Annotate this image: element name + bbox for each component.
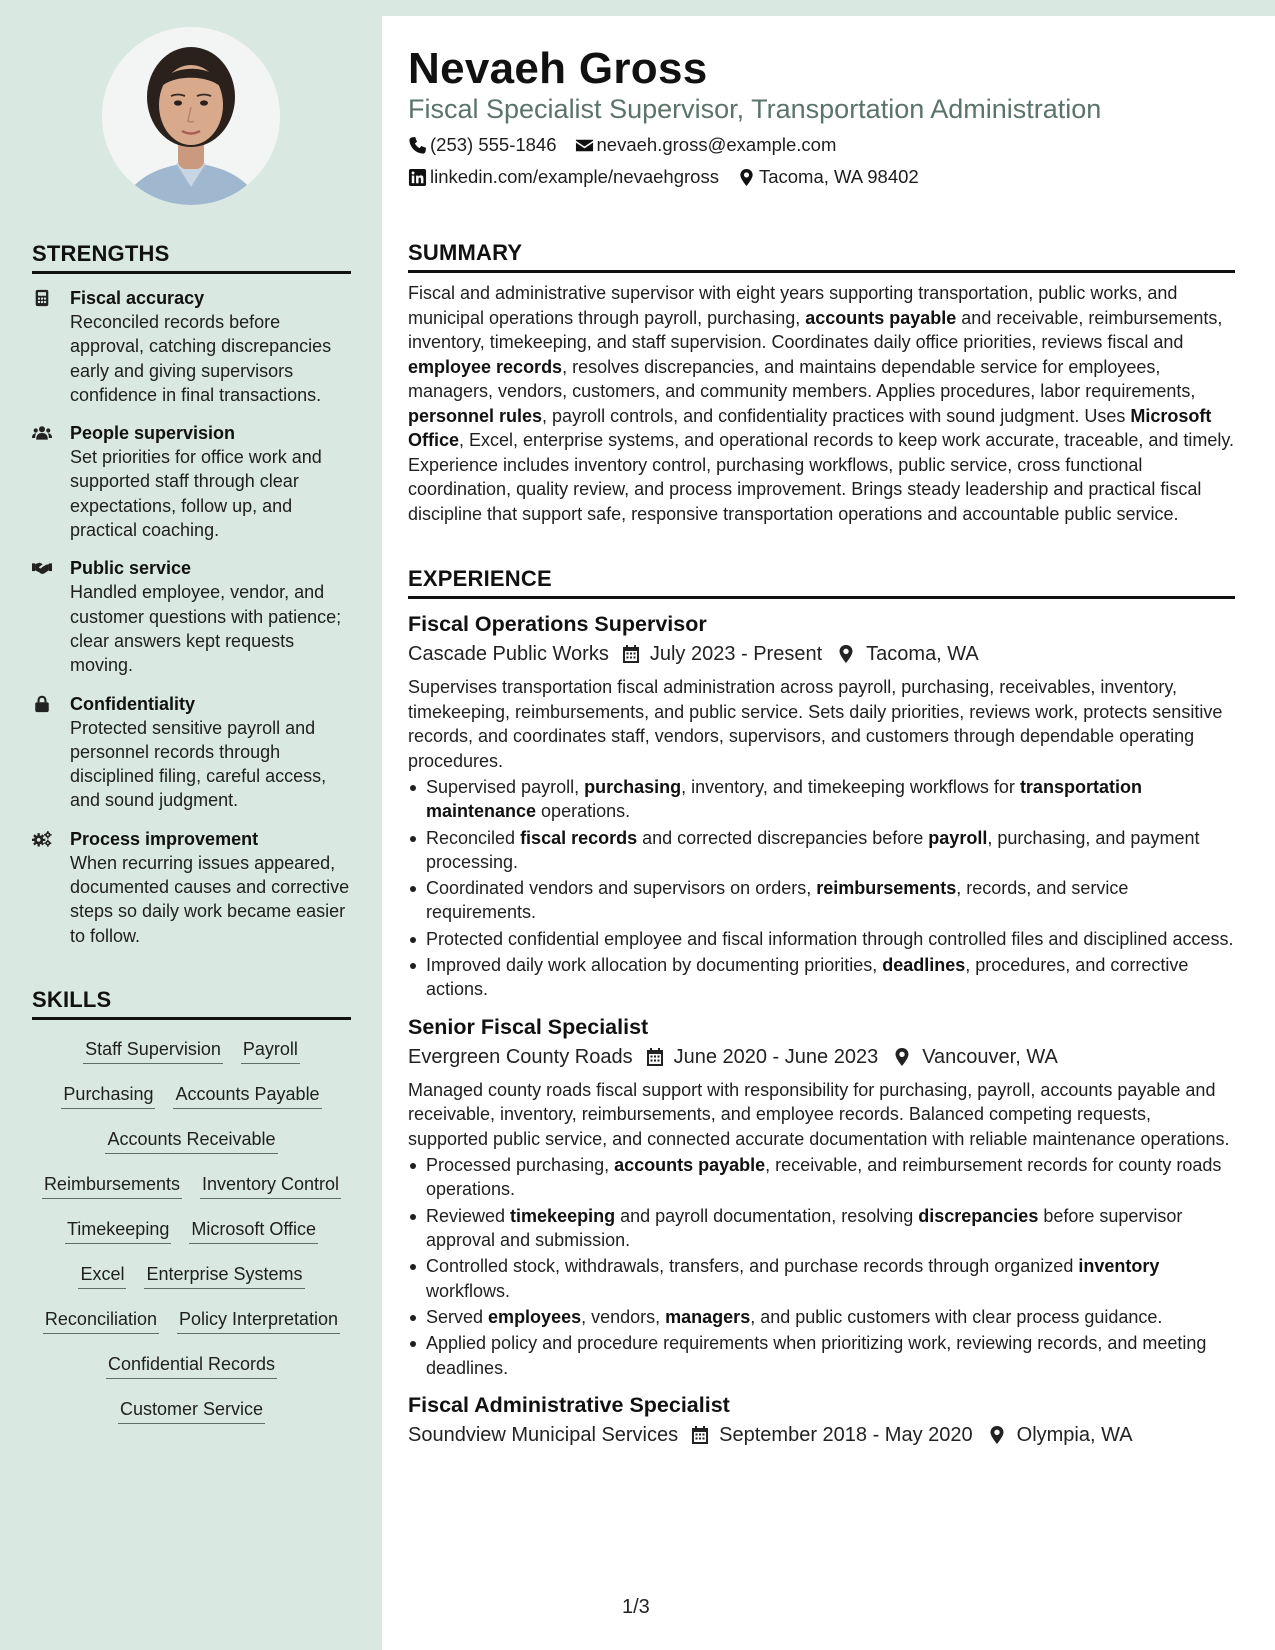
job-description: Managed county roads fiscal support with responsibility for purchasing, payroll, accounts payable and receivable, inventory, reimbursements, and employee records. Balanced competing requests, supported public service, and connected accurate documentation with reliable maintenance operations.	[408, 1079, 1230, 1149]
skill-row	[32, 1173, 351, 1218]
map-pin-icon	[987, 1425, 1007, 1445]
company-name: Soundview Municipal Services	[408, 1423, 679, 1446]
bold-keyword: managers	[665, 1306, 751, 1327]
strength-title: People supervision	[70, 423, 236, 444]
skill-tag: Reimbursements	[42, 1173, 182, 1199]
envelope-icon	[575, 136, 594, 155]
strength-title: Fiscal accuracy	[70, 288, 205, 308]
job-title: Senior Fiscal Specialist	[408, 1014, 649, 1039]
handshake-icon	[32, 556, 70, 677]
lock-icon	[32, 692, 70, 813]
skill-row	[32, 1308, 351, 1353]
job-meta	[408, 1420, 1235, 1450]
bold-keyword: Microsoft Office	[408, 405, 1212, 450]
strength-item	[32, 421, 351, 542]
calendar-icon	[645, 1047, 665, 1067]
job-bullet: Reconciled fiscal records and corrected discrepancies before payroll, purchasing, and payment processing.	[408, 826, 1235, 875]
job-bullet: Improved daily work allocation by documenting priorities, deadlines, procedures, and corrective actions.	[408, 953, 1235, 1002]
job-entry	[408, 1012, 1235, 1380]
summary-paragraph: Fiscal and administrative supervisor with eight years supporting transportation, public works, and municipal operations through payroll, purchasing, accounts payable and receivable, reimbursements, inventory, timekeeping, and staff supervision. Coordinates daily office priorities, reviews fiscal and employee records, resolves discrepancies, and maintains dependable service for employees, managers, vendors, customers, and community members. Applies procedures, labor requirements, personnel rules, payroll controls, and confidentiality practices with sound judgment. Uses Microsoft Office, Excel, enterprise systems, and operational records to keep work accurate, traceable, and timely. Experience includes inventory control, purchasing workflows, public service, cross functional coordination, quality review, and process improvement. Brings steady leadership and practical fiscal discipline that support safe, responsive transportation operations and accountable public service.	[408, 283, 1235, 524]
bold-keyword: discrepancies	[918, 1205, 1039, 1226]
location-text: Tacoma, WA 98402	[758, 166, 919, 187]
job-location: Olympia, WA	[1016, 1423, 1133, 1446]
skill-tag: Accounts Receivable	[105, 1128, 277, 1154]
calendar-icon	[621, 644, 641, 664]
strength-description: Protected sensitive payroll and personnel records through disciplined filing, careful access, and sound judgment.	[70, 717, 327, 811]
skills-list	[32, 1038, 351, 1443]
bold-keyword: transportation maintenance	[426, 777, 1142, 822]
strengths-heading: STRENGTHS	[32, 241, 351, 274]
job-bullet: Served employees, vendors, managers, and public customers with clear process guidance.	[408, 1305, 1235, 1329]
skills-section	[32, 987, 351, 1443]
strength-description: Set priorities for office work and supported staff through clear expectations, follow up, and practical coaching.	[70, 447, 322, 541]
page-number: 1/3	[622, 1596, 650, 1618]
bold-keyword: purchasing	[584, 777, 682, 797]
skill-tag: Staff Supervision	[83, 1038, 223, 1064]
summary-heading: SUMMARY	[408, 240, 1235, 273]
bold-keyword: fiscal records	[520, 827, 638, 848]
bold-keyword: personnel rules	[408, 405, 543, 426]
company-name: Evergreen County Roads	[408, 1045, 633, 1068]
skill-tag: Payroll	[241, 1038, 300, 1064]
map-pin-icon	[737, 168, 756, 187]
email-text: nevaeh.gross@example.com	[596, 134, 837, 155]
skill-row	[32, 1398, 351, 1443]
candidate-name: Nevaeh Gross	[408, 44, 708, 93]
skill-row	[32, 1038, 351, 1083]
job-bullet: Supervised payroll, purchasing, inventory, and timekeeping workflows for transportation maintenance operations.	[408, 775, 1235, 824]
candidate-headline: Fiscal Specialist Supervisor, Transportation Administration	[408, 94, 1102, 124]
bold-keyword: employee records	[408, 356, 563, 377]
email-contact[interactable]	[575, 134, 837, 156]
strength-item	[32, 286, 351, 407]
skill-tag: Microsoft Office	[189, 1218, 318, 1244]
phone-text: (253) 555-1846	[430, 134, 557, 155]
profile-photo	[102, 27, 280, 205]
job-title: Fiscal Operations Supervisor	[408, 612, 707, 636]
skill-tag: Confidential Records	[106, 1353, 277, 1379]
bold-keyword: accounts payable	[614, 1155, 766, 1176]
main-content	[382, 16, 1275, 1650]
company-name: Cascade Public Works	[408, 643, 609, 665]
strength-description: Reconciled records before approval, catching discrepancies early and giving supervisors confidence in final transactions.	[70, 312, 332, 405]
job-bullets	[408, 775, 1235, 1002]
skill-tag: Excel	[78, 1263, 126, 1289]
summary-section	[408, 240, 1235, 526]
skill-tag: Purchasing	[61, 1083, 155, 1109]
bold-keyword: accounts payable	[805, 307, 957, 328]
job-entry	[408, 609, 1235, 1002]
bold-keyword: employees	[488, 1306, 582, 1327]
job-bullet: Processed purchasing, accounts payable, receivable, and reimbursement records for county roads operations.	[408, 1153, 1235, 1202]
bold-keyword: timekeeping	[510, 1205, 616, 1226]
job-bullets	[408, 1153, 1235, 1380]
job-bullet: Applied policy and procedure requirements when prioritizing work, reviewing records, and meeting deadlines.	[408, 1331, 1235, 1380]
strength-item	[32, 556, 351, 677]
skill-row	[32, 1128, 351, 1173]
users-icon	[32, 421, 70, 542]
linkedin-icon	[408, 168, 427, 187]
contact-row	[408, 134, 854, 156]
job-dates: July 2023 - Present	[649, 643, 823, 665]
skill-tag: Timekeeping	[65, 1218, 171, 1244]
strength-title: Process improvement	[70, 828, 259, 849]
strength-item	[32, 692, 351, 813]
skill-tag: Enterprise Systems	[144, 1263, 304, 1289]
skills-heading: SKILLS	[32, 987, 351, 1020]
skill-row	[32, 1353, 351, 1398]
job-bullet: Coordinated vendors and supervisors on orders, reimbursements, records, and service requirements.	[408, 876, 1235, 925]
skill-row	[32, 1218, 351, 1263]
job-description: Supervises transportation fiscal administration across payroll, purchasing, receivables, inventory, timekeeping, reimbursements, and public service. Sets daily priorities, reviews work, protects sensitive records, and coordinates staff, vendors, supervisors, and customers through dependable operating procedures.	[408, 677, 1223, 771]
linkedin-contact[interactable]	[408, 166, 719, 188]
skill-row	[32, 1263, 351, 1308]
strength-description: When recurring issues appeared, documented causes and corrective steps so daily work became easier to follow.	[70, 852, 350, 946]
strengths-section	[32, 241, 351, 948]
strength-title: Public service	[70, 558, 192, 579]
contact-row	[408, 166, 937, 188]
location-contact	[737, 166, 919, 188]
strength-title: Confidentiality	[70, 693, 195, 714]
job-entry	[408, 1390, 1235, 1450]
experience-section	[408, 566, 1235, 1450]
skill-tag: Reconciliation	[43, 1308, 159, 1334]
job-title: Fiscal Administrative Specialist	[408, 1392, 730, 1417]
bold-keyword: reimbursements	[816, 878, 957, 899]
bold-keyword: inventory	[1078, 1256, 1160, 1277]
skill-row	[32, 1083, 351, 1128]
strength-description: Handled employee, vendor, and customer questions with patience; clear answers kept requests moving.	[70, 582, 342, 676]
bold-keyword: payroll	[928, 827, 988, 848]
job-location: Vancouver, WA	[922, 1045, 1058, 1068]
map-pin-icon	[836, 644, 856, 664]
map-pin-icon	[892, 1047, 912, 1067]
linkedin-text: linkedin.com/example/nevaehgross	[430, 166, 719, 187]
job-bullet: Reviewed timekeeping and payroll documentation, resolving discrepancies before supervisor approval and submission.	[408, 1204, 1235, 1253]
bold-keyword: deadlines	[882, 955, 966, 976]
gears-icon	[32, 827, 70, 948]
phone-contact[interactable]	[408, 134, 557, 156]
phone-icon	[408, 136, 427, 155]
experience-heading: EXPERIENCE	[408, 566, 1235, 599]
job-dates: September 2018 - May 2020	[719, 1423, 973, 1446]
job-dates: June 2020 - June 2023	[673, 1045, 879, 1068]
sidebar	[0, 0, 382, 1650]
job-location: Tacoma, WA	[866, 643, 979, 665]
calculator-icon	[32, 286, 70, 407]
strength-item	[32, 827, 351, 948]
job-bullet: Controlled stock, withdrawals, transfers, and purchase records through organized inventory workflows.	[408, 1254, 1235, 1303]
skill-tag: Inventory Control	[200, 1173, 341, 1199]
job-meta	[408, 639, 1235, 669]
calendar-icon	[690, 1425, 710, 1445]
skill-tag: Accounts Payable	[173, 1083, 321, 1109]
skill-tag: Policy Interpretation	[177, 1308, 340, 1334]
portrait-illustration	[102, 27, 280, 205]
job-meta	[408, 1042, 1235, 1072]
job-bullet: Protected confidential employee and fiscal information through controlled files and disciplined access.	[408, 927, 1235, 951]
skill-tag: Customer Service	[118, 1398, 265, 1424]
